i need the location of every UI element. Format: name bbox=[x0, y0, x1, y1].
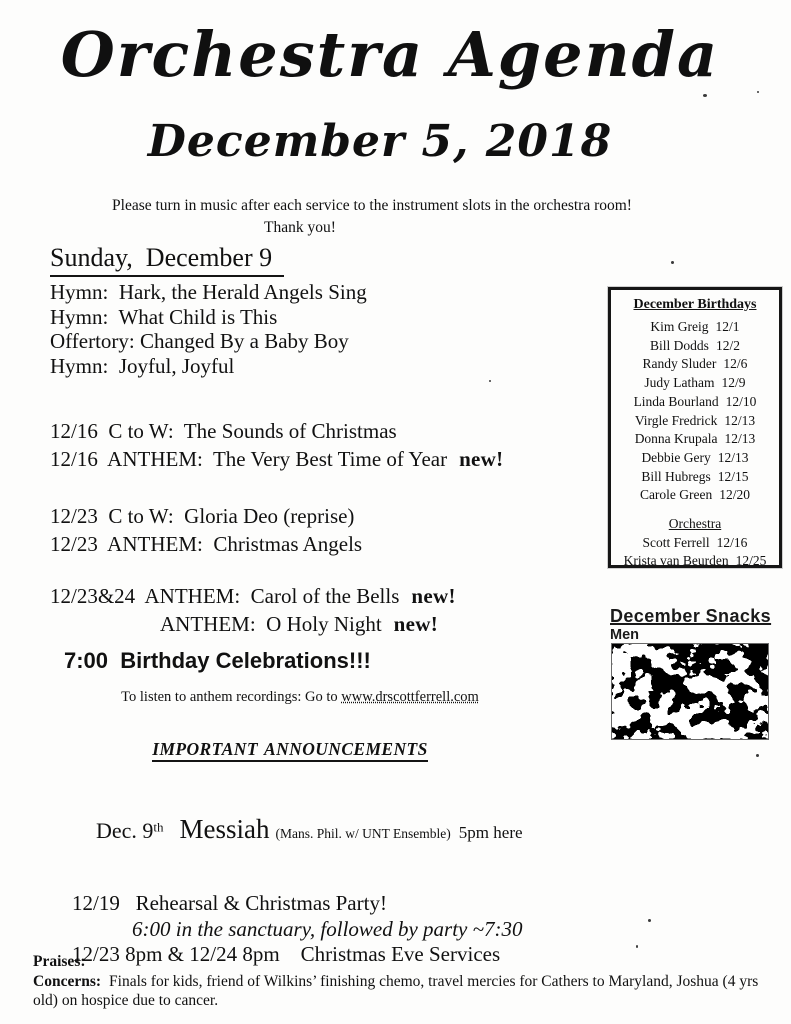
concerns-label: Concerns: bbox=[33, 972, 102, 990]
rehearsal-detail: 6:00 in the sanctuary, followed by party ~7:30 bbox=[132, 916, 523, 941]
birthday-date: 12/6 bbox=[723, 356, 748, 372]
schedule-line bbox=[50, 502, 362, 530]
messiah-time: 5pm here bbox=[458, 823, 523, 842]
schedule-text: 12/23 ANTHEM: Christmas Angels bbox=[50, 532, 363, 556]
box-spacer bbox=[611, 505, 779, 515]
schedule-text: ANTHEM: O Holy Night bbox=[160, 612, 382, 636]
messiah-detail: (Mans. Phil. w/ UNT Ensemble) bbox=[275, 826, 451, 841]
birthday-row bbox=[611, 486, 779, 505]
thank-you-note: Thank you! bbox=[264, 219, 336, 236]
birthday-row bbox=[611, 534, 779, 553]
snack-photo bbox=[611, 643, 769, 740]
orchestra-subheading: Orchestra bbox=[668, 516, 722, 532]
december-snacks-heading: December Snacks bbox=[610, 606, 772, 626]
messiah-ordinal: th bbox=[153, 819, 164, 835]
schedule-group-1216 bbox=[50, 417, 503, 473]
new-flag: new! bbox=[411, 584, 456, 608]
birthday-name: Bill Hubregs bbox=[641, 468, 711, 484]
birthday-row bbox=[611, 393, 779, 412]
birthday-row bbox=[611, 374, 779, 393]
music-return-notice: Please turn in music after each service to the instrument slots in the orchestra room! bbox=[112, 197, 632, 214]
schedule-line bbox=[50, 610, 456, 638]
schedule-group-christmas-eve bbox=[50, 582, 456, 638]
recordings-note bbox=[50, 689, 550, 706]
recordings-note-text: To listen to anthem recordings: Go to bbox=[121, 689, 342, 705]
december-birthdays-box bbox=[608, 287, 782, 568]
hymn-line: Hymn: Hark, the Herald Angels Sing bbox=[50, 280, 367, 304]
messiah-title: Messiah bbox=[179, 814, 270, 844]
schedule-text: 12/23&24 ANTHEM: Carol of the Bells bbox=[50, 584, 400, 608]
birthday-date: 12/9 bbox=[721, 375, 746, 391]
scan-speck bbox=[489, 380, 491, 382]
scan-speck bbox=[703, 94, 707, 97]
rehearsal-announcement: 12/19 Rehearsal & Christmas Party! bbox=[72, 891, 387, 915]
birthday-name: Randy Sluder bbox=[642, 356, 717, 372]
birthday-date: 12/13 bbox=[724, 412, 756, 428]
recordings-url-link: www.drscottferrell.com bbox=[341, 689, 479, 705]
announcements-section bbox=[72, 778, 523, 968]
schedule-text: 12/16 ANTHEM: The Very Best Time of Year bbox=[50, 447, 448, 471]
birthdays-heading: December Birthdays bbox=[633, 297, 757, 312]
prayer-requests-section bbox=[33, 952, 771, 1011]
birthday-row bbox=[611, 337, 779, 356]
scan-speck bbox=[671, 261, 674, 264]
birthday-date: 12/16 bbox=[716, 534, 748, 550]
messiah-date: Dec. 9 bbox=[96, 818, 154, 843]
birthday-row bbox=[611, 355, 779, 374]
schedule-line bbox=[50, 582, 456, 610]
birthday-date: 12/10 bbox=[725, 393, 757, 409]
birthday-name: Virgle Fredrick bbox=[634, 412, 718, 428]
scan-speck bbox=[636, 945, 638, 948]
schedule-line bbox=[50, 417, 503, 445]
birthday-name: Carole Green bbox=[639, 487, 713, 503]
birthday-row bbox=[611, 552, 779, 568]
birthday-name: Donna Krupala bbox=[634, 431, 718, 447]
birthday-name: Krista van Beurden bbox=[623, 553, 729, 568]
sunday-service-section bbox=[50, 243, 367, 378]
concerns-line bbox=[33, 972, 771, 1011]
announcements-heading bbox=[50, 739, 530, 760]
birthday-row bbox=[611, 318, 779, 337]
birthday-celebrations-note: 7:00 Birthday Celebrations!!! bbox=[64, 648, 371, 673]
praises-label: Praises: bbox=[33, 953, 86, 970]
new-flag: new! bbox=[459, 447, 504, 471]
birthday-row bbox=[611, 449, 779, 468]
birthday-name: Linda Bourland bbox=[633, 393, 719, 409]
schedule-line bbox=[50, 445, 503, 473]
birthday-name: Kim Greig bbox=[650, 319, 709, 334]
birthday-row bbox=[611, 430, 779, 449]
new-flag: new! bbox=[393, 612, 439, 636]
birthday-row bbox=[611, 468, 779, 487]
birthday-date: 12/2 bbox=[715, 337, 740, 353]
birthday-name: Scott Ferrell bbox=[642, 534, 710, 550]
scan-speck bbox=[756, 754, 759, 757]
birthday-date: 12/25 bbox=[735, 553, 767, 568]
schedule-text: 12/16 C to W: The Sounds of Christmas bbox=[50, 419, 397, 443]
birthday-row bbox=[611, 412, 779, 431]
page-title: Orchestra Agenda bbox=[60, 18, 720, 91]
birthday-date: 12/1 bbox=[715, 319, 740, 334]
snack-photo-image bbox=[612, 644, 768, 739]
messiah-announcement bbox=[72, 778, 523, 885]
praises-line bbox=[33, 952, 771, 972]
scan-speck bbox=[757, 91, 759, 93]
birthday-date: 12/20 bbox=[719, 487, 751, 503]
schedule-line bbox=[50, 530, 362, 558]
birthday-name: Bill Dodds bbox=[650, 337, 709, 353]
birthday-date: 12/13 bbox=[717, 449, 749, 465]
birthday-date: 12/13 bbox=[724, 431, 756, 447]
birthday-name: Judy Latham bbox=[644, 375, 715, 391]
snacks-group-label: Men bbox=[610, 627, 639, 643]
page-date: December 5, 2018 bbox=[147, 116, 613, 167]
birthday-name: Debbie Gery bbox=[641, 449, 711, 465]
offertory-line: Offertory: Changed By a Baby Boy bbox=[50, 329, 349, 353]
concerns-text: Finals for kids, friend of Wilkins’ finishing chemo, travel mercies for Cathers to Maryland, Joshua (4 yrs old) on hospice due to cancer. bbox=[33, 972, 759, 1009]
hymn-line: Hymn: Joyful, Joyful bbox=[50, 353, 235, 378]
scan-speck bbox=[648, 919, 651, 922]
announcements-heading-text: IMPORTANT ANNOUNCEMENTS bbox=[152, 739, 428, 762]
schedule-group-1223 bbox=[50, 502, 362, 558]
hymn-line: Hymn: What Child is This bbox=[50, 304, 278, 329]
schedule-text: 12/23 C to W: Gloria Deo (reprise) bbox=[50, 504, 355, 528]
service-date-heading: Sunday, December 9 bbox=[50, 243, 284, 277]
christmas-eve-services: 12/23 8pm & 12/24 8pm Christmas Eve Services bbox=[72, 942, 501, 966]
birthday-date: 12/15 bbox=[717, 468, 749, 484]
